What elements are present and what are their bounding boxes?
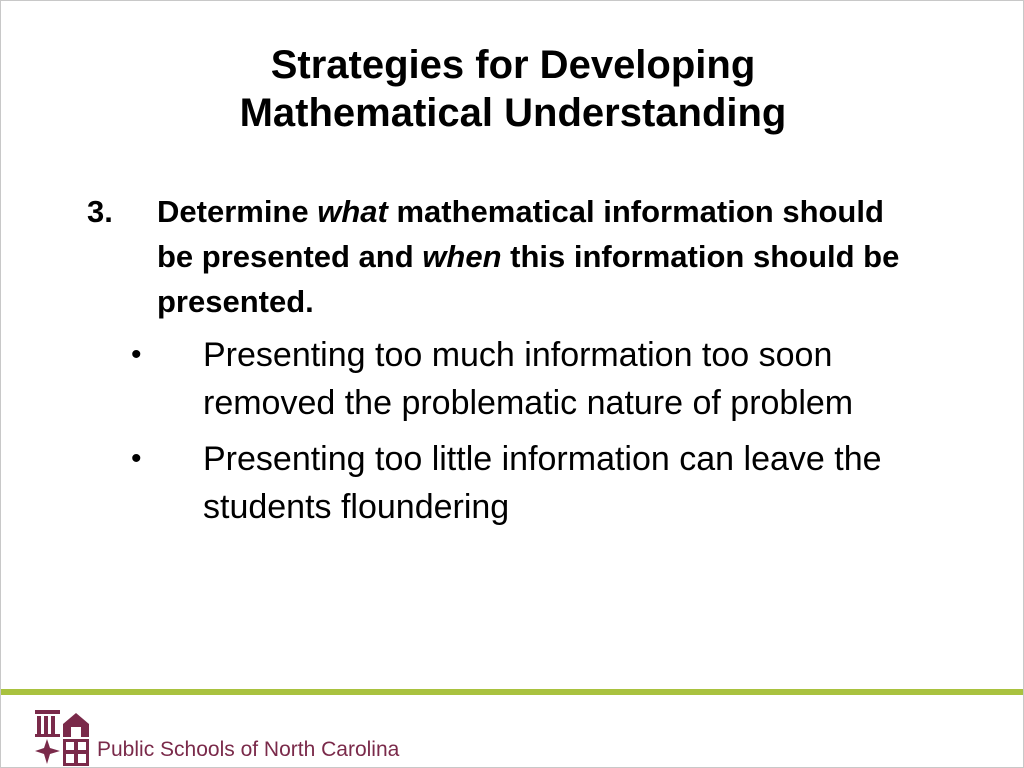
point-text	[157, 189, 917, 324]
bullet-marker: •	[131, 338, 142, 371]
bullet-list	[131, 331, 951, 539]
point-text-part-2: mathematical information should be presented and	[157, 194, 884, 274]
footer-divider	[1, 689, 1024, 695]
point-text-part-3: this information should be presented.	[157, 239, 900, 319]
nc-schools-logo-icon	[35, 710, 89, 766]
bullet-text: Presenting too little information can leave the students floundering	[203, 440, 882, 526]
point-emphasis-when: when	[422, 239, 502, 274]
list-item	[131, 435, 951, 531]
slide-title	[1, 41, 1024, 137]
point-emphasis-what: what	[317, 194, 388, 229]
bullet-text: Presenting too much information too soon removed the problematic nature of problem	[203, 336, 854, 422]
slide-title-line-2: Mathematical Understanding	[239, 91, 787, 135]
footer	[35, 706, 399, 766]
point-number: 3.	[87, 194, 113, 229]
slide-title-line-1: Strategies for Developing	[270, 43, 756, 87]
organization-name: Public Schools of North Carolina	[97, 738, 400, 761]
point-text-part-1: Determine	[157, 194, 318, 229]
bullet-marker: •	[131, 442, 142, 475]
list-item	[131, 331, 951, 427]
